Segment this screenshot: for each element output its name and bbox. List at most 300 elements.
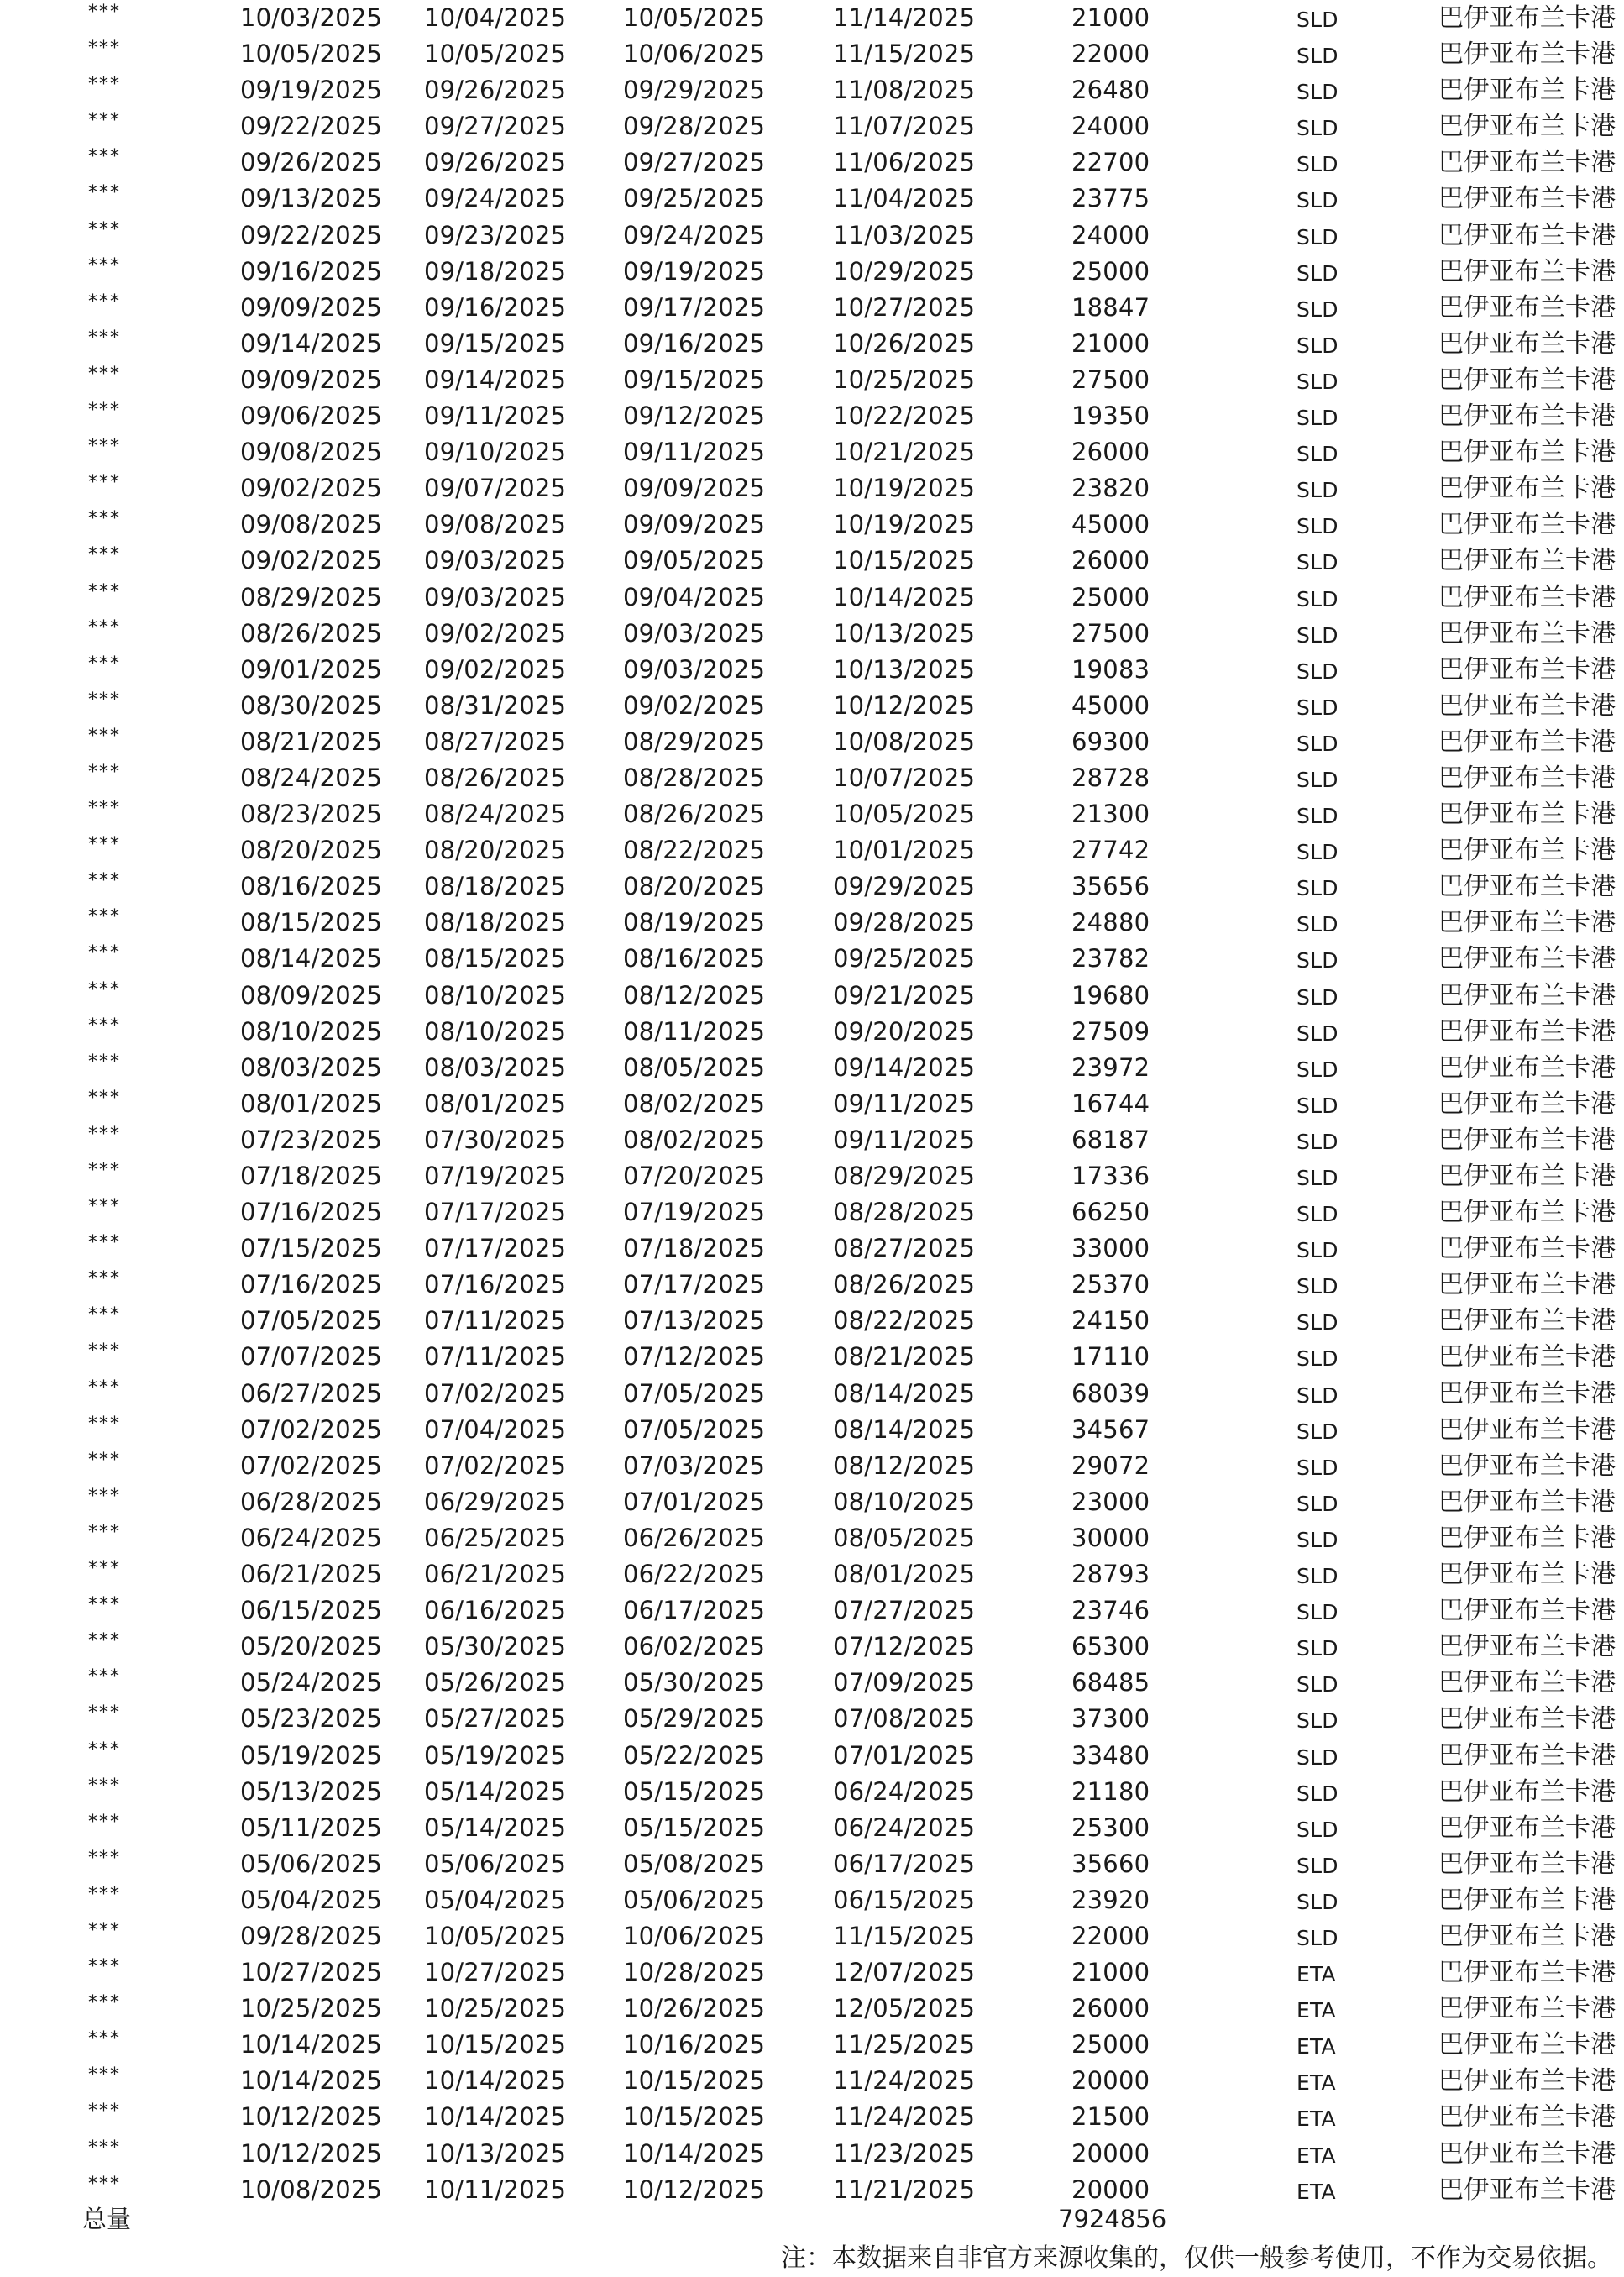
row-id-cell: *** <box>88 1087 121 1109</box>
date-1-cell: 05/19/2025 <box>240 1740 383 1770</box>
date-3-cell: 07/05/2025 <box>623 1378 766 1408</box>
row-id-cell: *** <box>88 1919 121 1941</box>
row-id-cell: *** <box>88 1051 121 1073</box>
date-4-cell: 11/23/2025 <box>833 2138 976 2168</box>
port-cell: 巴伊亚布兰卡港 <box>1438 1958 1616 1988</box>
disclaimer-note: 注：本数据来自非官方来源收集的，仅供一般参考使用，不作为交易依据。 <box>781 2243 1612 2273</box>
date-1-cell: 09/14/2025 <box>240 328 383 358</box>
date-3-cell: 08/02/2025 <box>623 1125 766 1154</box>
port-cell: 巴伊亚布兰卡港 <box>1438 1740 1616 1771</box>
row-id-cell: *** <box>88 400 121 422</box>
row-id-cell: *** <box>88 1847 121 1869</box>
status-cell: SLD <box>1297 1564 1338 1589</box>
quantity-cell: 30000 <box>1071 1523 1150 1552</box>
date-4-cell: 06/24/2025 <box>833 1813 976 1842</box>
status-cell: ETA <box>1297 2179 1336 2204</box>
date-3-cell: 09/09/2025 <box>623 474 766 503</box>
row-id-cell: *** <box>88 870 121 892</box>
table-row <box>0 108 1624 144</box>
table-row <box>0 1086 1624 1122</box>
port-cell: 巴伊亚布兰卡港 <box>1438 690 1616 721</box>
table-row <box>0 0 1624 36</box>
date-3-cell: 10/15/2025 <box>623 2102 766 2132</box>
port-cell: 巴伊亚布兰卡港 <box>1438 1342 1616 1372</box>
date-4-cell: 10/05/2025 <box>833 800 976 829</box>
date-2-cell: 07/11/2025 <box>424 1306 567 1335</box>
date-1-cell: 07/18/2025 <box>240 1162 383 1190</box>
date-4-cell: 06/24/2025 <box>833 1776 976 1806</box>
row-id-cell: *** <box>88 942 121 964</box>
quantity-cell: 29072 <box>1071 1451 1150 1480</box>
port-cell: 巴伊亚布兰卡港 <box>1438 1813 1616 1843</box>
date-4-cell: 09/28/2025 <box>833 908 976 937</box>
port-cell: 巴伊亚布兰卡港 <box>1438 908 1616 938</box>
date-1-cell: 08/30/2025 <box>240 690 383 720</box>
quantity-cell: 22000 <box>1071 1921 1150 1950</box>
quantity-cell: 66250 <box>1071 1198 1150 1227</box>
table-row <box>0 832 1624 868</box>
date-2-cell: 07/16/2025 <box>424 1270 567 1299</box>
date-3-cell: 08/26/2025 <box>623 800 766 829</box>
date-1-cell: 08/24/2025 <box>240 763 383 792</box>
status-cell: SLD <box>1297 333 1338 358</box>
date-4-cell: 10/27/2025 <box>833 292 976 322</box>
date-3-cell: 05/15/2025 <box>623 1813 766 1842</box>
quantity-cell: 20000 <box>1071 2066 1150 2096</box>
date-1-cell: 07/05/2025 <box>240 1306 383 1335</box>
quantity-cell: 21000 <box>1071 1958 1150 1987</box>
table-row <box>0 1230 1624 1267</box>
port-cell: 巴伊亚布兰卡港 <box>1438 980 1616 1010</box>
date-1-cell: 05/24/2025 <box>240 1668 383 1697</box>
date-3-cell: 05/29/2025 <box>623 1704 766 1734</box>
table-row <box>0 868 1624 905</box>
port-cell: 巴伊亚布兰卡港 <box>1438 546 1616 576</box>
row-id-cell: *** <box>88 689 121 711</box>
port-cell: 巴伊亚布兰卡港 <box>1438 1052 1616 1083</box>
quantity-cell: 27500 <box>1071 618 1150 648</box>
status-cell: ETA <box>1297 1962 1336 1987</box>
row-id-cell: *** <box>88 1268 121 1290</box>
table-row <box>0 290 1624 326</box>
date-4-cell: 10/07/2025 <box>833 763 976 792</box>
date-3-cell: 10/06/2025 <box>623 1921 766 1950</box>
date-2-cell: 09/26/2025 <box>424 148 567 177</box>
port-cell: 巴伊亚布兰卡港 <box>1438 510 1616 540</box>
row-id-cell: *** <box>88 1196 121 1218</box>
status-cell: SLD <box>1297 984 1338 1010</box>
date-2-cell: 08/26/2025 <box>424 763 567 792</box>
port-cell: 巴伊亚布兰卡港 <box>1438 727 1616 757</box>
date-2-cell: 07/17/2025 <box>424 1198 567 1227</box>
table-row <box>0 1701 1624 1737</box>
date-2-cell: 08/10/2025 <box>424 980 567 1010</box>
table-row <box>0 1050 1624 1086</box>
status-cell: SLD <box>1297 1238 1338 1263</box>
date-1-cell: 09/19/2025 <box>240 76 383 105</box>
date-3-cell: 08/02/2025 <box>623 1089 766 1118</box>
date-1-cell: 05/11/2025 <box>240 1813 383 1842</box>
date-1-cell: 08/15/2025 <box>240 908 383 937</box>
date-4-cell: 10/14/2025 <box>833 582 976 611</box>
date-4-cell: 11/15/2025 <box>833 39 976 69</box>
port-cell: 巴伊亚布兰卡港 <box>1438 2175 1616 2205</box>
port-cell: 巴伊亚布兰卡港 <box>1438 1198 1616 1228</box>
quantity-cell: 16744 <box>1071 1089 1150 1118</box>
status-cell: SLD <box>1297 876 1338 901</box>
table-row <box>0 1448 1624 1484</box>
table-row <box>0 1484 1624 1520</box>
port-cell: 巴伊亚布兰卡港 <box>1438 1270 1616 1300</box>
status-cell: SLD <box>1297 296 1338 322</box>
quantity-cell: 19350 <box>1071 401 1150 431</box>
date-1-cell: 08/16/2025 <box>240 872 383 901</box>
port-cell: 巴伊亚布兰卡港 <box>1438 2030 1616 2060</box>
port-cell: 巴伊亚布兰卡港 <box>1438 1921 1616 1951</box>
quantity-cell: 25370 <box>1071 1270 1150 1299</box>
quantity-cell: 68039 <box>1071 1378 1150 1408</box>
status-cell: SLD <box>1297 369 1338 394</box>
quantity-cell: 25000 <box>1071 256 1150 286</box>
port-cell: 巴伊亚布兰卡港 <box>1438 220 1616 250</box>
status-cell: SLD <box>1297 1419 1338 1444</box>
port-cell: 巴伊亚布兰卡港 <box>1438 1234 1616 1264</box>
date-2-cell: 05/04/2025 <box>424 1885 567 1914</box>
table-row <box>0 1520 1624 1556</box>
port-cell: 巴伊亚布兰卡港 <box>1438 1849 1616 1879</box>
date-1-cell: 07/23/2025 <box>240 1125 383 1154</box>
port-cell: 巴伊亚布兰卡港 <box>1438 1162 1616 1191</box>
date-4-cell: 08/10/2025 <box>833 1487 976 1516</box>
date-2-cell: 08/24/2025 <box>424 800 567 829</box>
port-cell: 巴伊亚布兰卡港 <box>1438 872 1616 902</box>
date-1-cell: 10/25/2025 <box>240 1994 383 2023</box>
date-1-cell: 08/21/2025 <box>240 727 383 756</box>
row-id-cell: *** <box>88 1232 121 1254</box>
date-3-cell: 10/14/2025 <box>623 2138 766 2168</box>
table-row <box>0 1738 1624 1774</box>
date-4-cell: 10/01/2025 <box>833 836 976 865</box>
date-3-cell: 07/12/2025 <box>623 1342 766 1372</box>
date-3-cell: 07/13/2025 <box>623 1306 766 1335</box>
table-row <box>0 181 1624 217</box>
row-id-cell: *** <box>88 1521 121 1543</box>
quantity-cell: 24880 <box>1071 908 1150 937</box>
port-cell: 巴伊亚布兰卡港 <box>1438 76 1616 106</box>
date-1-cell: 09/02/2025 <box>240 474 383 503</box>
date-4-cell: 11/03/2025 <box>833 220 976 249</box>
row-id-cell: *** <box>88 2173 121 2195</box>
date-1-cell: 05/13/2025 <box>240 1776 383 1806</box>
date-1-cell: 09/08/2025 <box>240 510 383 539</box>
date-4-cell: 08/28/2025 <box>833 1198 976 1227</box>
port-cell: 巴伊亚布兰卡港 <box>1438 401 1616 432</box>
table-row <box>0 36 1624 72</box>
date-2-cell: 09/02/2025 <box>424 654 567 684</box>
date-3-cell: 09/25/2025 <box>623 184 766 213</box>
status-cell: SLD <box>1297 1889 1338 1914</box>
date-4-cell: 10/13/2025 <box>833 654 976 684</box>
date-2-cell: 10/15/2025 <box>424 2030 567 2059</box>
date-1-cell: 08/20/2025 <box>240 836 383 865</box>
date-4-cell: 10/26/2025 <box>833 328 976 358</box>
table-row <box>0 1629 1624 1665</box>
date-3-cell: 05/22/2025 <box>623 1740 766 1770</box>
table-row <box>0 760 1624 796</box>
date-2-cell: 05/14/2025 <box>424 1776 567 1806</box>
date-2-cell: 08/01/2025 <box>424 1089 567 1118</box>
table-row <box>0 1339 1624 1375</box>
port-cell: 巴伊亚布兰卡港 <box>1438 365 1616 395</box>
status-cell: SLD <box>1297 1527 1338 1552</box>
port-cell: 巴伊亚布兰卡港 <box>1438 184 1616 214</box>
table-row <box>0 1303 1624 1339</box>
date-2-cell: 10/05/2025 <box>424 39 567 69</box>
date-4-cell: 09/20/2025 <box>833 1016 976 1046</box>
status-cell: SLD <box>1297 948 1338 973</box>
date-2-cell: 09/03/2025 <box>424 582 567 611</box>
date-3-cell: 07/19/2025 <box>623 1198 766 1227</box>
date-4-cell: 11/25/2025 <box>833 2030 976 2059</box>
quantity-cell: 23746 <box>1071 1596 1150 1625</box>
table-row <box>0 2099 1624 2135</box>
date-2-cell: 05/26/2025 <box>424 1668 567 1697</box>
quantity-cell: 27509 <box>1071 1016 1150 1046</box>
status-cell: ETA <box>1297 2034 1336 2059</box>
date-1-cell: 09/22/2025 <box>240 112 383 141</box>
quantity-cell: 28728 <box>1071 763 1150 792</box>
port-cell: 巴伊亚布兰卡港 <box>1438 328 1616 359</box>
status-cell: SLD <box>1297 116 1338 141</box>
quantity-cell: 17110 <box>1071 1342 1150 1372</box>
date-1-cell: 08/09/2025 <box>240 980 383 1010</box>
table-row <box>0 218 1624 254</box>
status-cell: SLD <box>1297 550 1338 575</box>
date-1-cell: 08/10/2025 <box>240 1016 383 1046</box>
date-2-cell: 05/27/2025 <box>424 1704 567 1734</box>
date-2-cell: 10/05/2025 <box>424 1921 567 1950</box>
total-row <box>0 2201 1624 2238</box>
table-row <box>0 506 1624 543</box>
row-id-cell: *** <box>88 1630 121 1652</box>
row-id-cell: *** <box>88 2028 121 2050</box>
date-1-cell: 09/26/2025 <box>240 148 383 177</box>
row-id-cell: *** <box>88 906 121 928</box>
date-2-cell: 09/26/2025 <box>424 76 567 105</box>
date-4-cell: 09/29/2025 <box>833 872 976 901</box>
quantity-cell: 26000 <box>1071 438 1150 467</box>
status-cell: SLD <box>1297 1202 1338 1227</box>
date-2-cell: 10/14/2025 <box>424 2066 567 2096</box>
row-id-cell: *** <box>88 725 121 747</box>
date-2-cell: 09/08/2025 <box>424 510 567 539</box>
date-4-cell: 08/22/2025 <box>833 1306 976 1335</box>
status-cell: SLD <box>1297 1672 1338 1697</box>
row-id-cell: *** <box>88 1449 121 1471</box>
port-cell: 巴伊亚布兰卡港 <box>1438 582 1616 612</box>
date-4-cell: 12/05/2025 <box>833 1994 976 2023</box>
port-cell: 巴伊亚布兰卡港 <box>1438 2102 1616 2133</box>
status-cell: SLD <box>1297 1817 1338 1842</box>
date-4-cell: 08/01/2025 <box>833 1560 976 1589</box>
status-cell: SLD <box>1297 1274 1338 1299</box>
port-cell: 巴伊亚布兰卡港 <box>1438 1414 1616 1445</box>
table-row <box>0 652 1624 688</box>
status-cell: SLD <box>1297 1057 1338 1082</box>
row-id-cell: *** <box>88 254 121 276</box>
date-3-cell: 07/03/2025 <box>623 1451 766 1480</box>
date-3-cell: 09/24/2025 <box>623 220 766 249</box>
date-1-cell: 09/09/2025 <box>240 365 383 394</box>
table-row <box>0 1122 1624 1158</box>
port-cell: 巴伊亚布兰卡港 <box>1438 2066 1616 2096</box>
port-cell: 巴伊亚布兰卡港 <box>1438 944 1616 974</box>
port-cell: 巴伊亚布兰卡港 <box>1438 1016 1616 1047</box>
quantity-cell: 65300 <box>1071 1632 1150 1661</box>
date-1-cell: 08/14/2025 <box>240 944 383 973</box>
date-1-cell: 07/15/2025 <box>240 1234 383 1263</box>
date-4-cell: 11/14/2025 <box>833 3 976 32</box>
quantity-cell: 33000 <box>1071 1234 1150 1263</box>
date-1-cell: 09/13/2025 <box>240 184 383 213</box>
table-row <box>0 1774 1624 1810</box>
date-2-cell: 09/24/2025 <box>424 184 567 213</box>
status-cell: SLD <box>1297 1310 1338 1335</box>
table-row <box>0 1954 1624 1991</box>
port-cell: 巴伊亚布兰卡港 <box>1438 1704 1616 1734</box>
row-id-cell: *** <box>88 1558 121 1580</box>
date-4-cell: 10/19/2025 <box>833 474 976 503</box>
date-4-cell: 10/15/2025 <box>833 546 976 575</box>
table-row <box>0 1846 1624 1882</box>
table-row <box>0 144 1624 181</box>
quantity-cell: 18847 <box>1071 292 1150 322</box>
port-cell: 巴伊亚布兰卡港 <box>1438 112 1616 142</box>
date-4-cell: 10/13/2025 <box>833 618 976 648</box>
date-1-cell: 05/23/2025 <box>240 1704 383 1734</box>
date-1-cell: 09/09/2025 <box>240 292 383 322</box>
row-id-cell: *** <box>88 1123 121 1145</box>
date-3-cell: 08/12/2025 <box>623 980 766 1010</box>
quantity-cell: 34567 <box>1071 1414 1150 1444</box>
date-2-cell: 08/10/2025 <box>424 1016 567 1046</box>
date-1-cell: 10/14/2025 <box>240 2066 383 2096</box>
port-cell: 巴伊亚布兰卡港 <box>1438 1125 1616 1155</box>
date-4-cell: 07/08/2025 <box>833 1704 976 1734</box>
quantity-cell: 26480 <box>1071 76 1150 105</box>
date-2-cell: 09/23/2025 <box>424 220 567 249</box>
quantity-cell: 23775 <box>1071 184 1150 213</box>
date-1-cell: 09/02/2025 <box>240 546 383 575</box>
date-2-cell: 09/10/2025 <box>424 438 567 467</box>
date-2-cell: 07/02/2025 <box>424 1378 567 1408</box>
port-cell: 巴伊亚布兰卡港 <box>1438 292 1616 323</box>
date-4-cell: 11/06/2025 <box>833 148 976 177</box>
port-cell: 巴伊亚布兰卡港 <box>1438 256 1616 286</box>
row-id-cell: *** <box>88 544 121 566</box>
row-id-cell: *** <box>88 580 121 602</box>
date-2-cell: 09/07/2025 <box>424 474 567 503</box>
date-3-cell: 06/26/2025 <box>623 1523 766 1552</box>
date-4-cell: 09/21/2025 <box>833 980 976 1010</box>
date-3-cell: 05/06/2025 <box>623 1885 766 1914</box>
quantity-cell: 25300 <box>1071 1813 1150 1842</box>
date-1-cell: 10/03/2025 <box>240 3 383 32</box>
quantity-cell: 28793 <box>1071 1560 1150 1589</box>
date-1-cell: 08/03/2025 <box>240 1052 383 1082</box>
date-2-cell: 06/16/2025 <box>424 1596 567 1625</box>
port-cell: 巴伊亚布兰卡港 <box>1438 1523 1616 1553</box>
date-3-cell: 10/12/2025 <box>623 2175 766 2204</box>
row-id-cell: *** <box>88 508 121 530</box>
date-1-cell: 05/04/2025 <box>240 1885 383 1914</box>
date-1-cell: 10/27/2025 <box>240 1958 383 1987</box>
date-4-cell: 07/09/2025 <box>833 1668 976 1697</box>
date-2-cell: 09/14/2025 <box>424 365 567 394</box>
date-3-cell: 10/15/2025 <box>623 2066 766 2096</box>
status-cell: SLD <box>1297 80 1338 105</box>
quantity-cell: 21300 <box>1071 800 1150 829</box>
quantity-cell: 22000 <box>1071 39 1150 69</box>
port-cell: 巴伊亚布兰卡港 <box>1438 39 1616 70</box>
date-1-cell: 10/12/2025 <box>240 2138 383 2168</box>
row-id-cell: *** <box>88 182 121 204</box>
status-cell: SLD <box>1297 840 1338 865</box>
date-3-cell: 10/05/2025 <box>623 3 766 32</box>
table-row <box>0 470 1624 506</box>
row-id-cell: *** <box>88 1775 121 1797</box>
port-cell: 巴伊亚布兰卡港 <box>1438 836 1616 866</box>
date-4-cell: 09/11/2025 <box>833 1125 976 1154</box>
date-3-cell: 08/16/2025 <box>623 944 766 973</box>
date-2-cell: 07/30/2025 <box>424 1125 567 1154</box>
row-id-cell: *** <box>88 1485 121 1507</box>
port-cell: 巴伊亚布兰卡港 <box>1438 1632 1616 1662</box>
status-cell: SLD <box>1297 1382 1338 1408</box>
port-cell: 巴伊亚布兰卡港 <box>1438 3 1616 33</box>
date-2-cell: 08/20/2025 <box>424 836 567 865</box>
date-2-cell: 10/04/2025 <box>424 3 567 32</box>
row-id-cell: *** <box>88 146 121 168</box>
port-cell: 巴伊亚布兰卡港 <box>1438 1560 1616 1590</box>
quantity-cell: 20000 <box>1071 2175 1150 2204</box>
row-id-cell: *** <box>88 761 121 783</box>
status-cell: SLD <box>1297 1708 1338 1734</box>
date-4-cell: 07/12/2025 <box>833 1632 976 1661</box>
date-4-cell: 10/21/2025 <box>833 438 976 467</box>
date-2-cell: 09/27/2025 <box>424 112 567 141</box>
status-cell: ETA <box>1297 2070 1336 2096</box>
date-2-cell: 08/15/2025 <box>424 944 567 973</box>
row-id-cell: *** <box>88 1956 121 1978</box>
quantity-cell: 19083 <box>1071 654 1150 684</box>
status-cell: SLD <box>1297 1636 1338 1661</box>
table-row <box>0 1665 1624 1701</box>
row-id-cell: *** <box>88 327 121 349</box>
date-3-cell: 05/15/2025 <box>623 1776 766 1806</box>
date-2-cell: 10/13/2025 <box>424 2138 567 2168</box>
date-1-cell: 06/15/2025 <box>240 1596 383 1625</box>
date-3-cell: 09/09/2025 <box>623 510 766 539</box>
date-4-cell: 06/17/2025 <box>833 1849 976 1878</box>
date-2-cell: 10/27/2025 <box>424 1958 567 1987</box>
row-id-cell: *** <box>88 798 121 820</box>
date-2-cell: 06/25/2025 <box>424 1523 567 1552</box>
date-3-cell: 08/05/2025 <box>623 1052 766 1082</box>
date-2-cell: 06/29/2025 <box>424 1487 567 1516</box>
date-3-cell: 07/17/2025 <box>623 1270 766 1299</box>
date-3-cell: 09/29/2025 <box>623 76 766 105</box>
